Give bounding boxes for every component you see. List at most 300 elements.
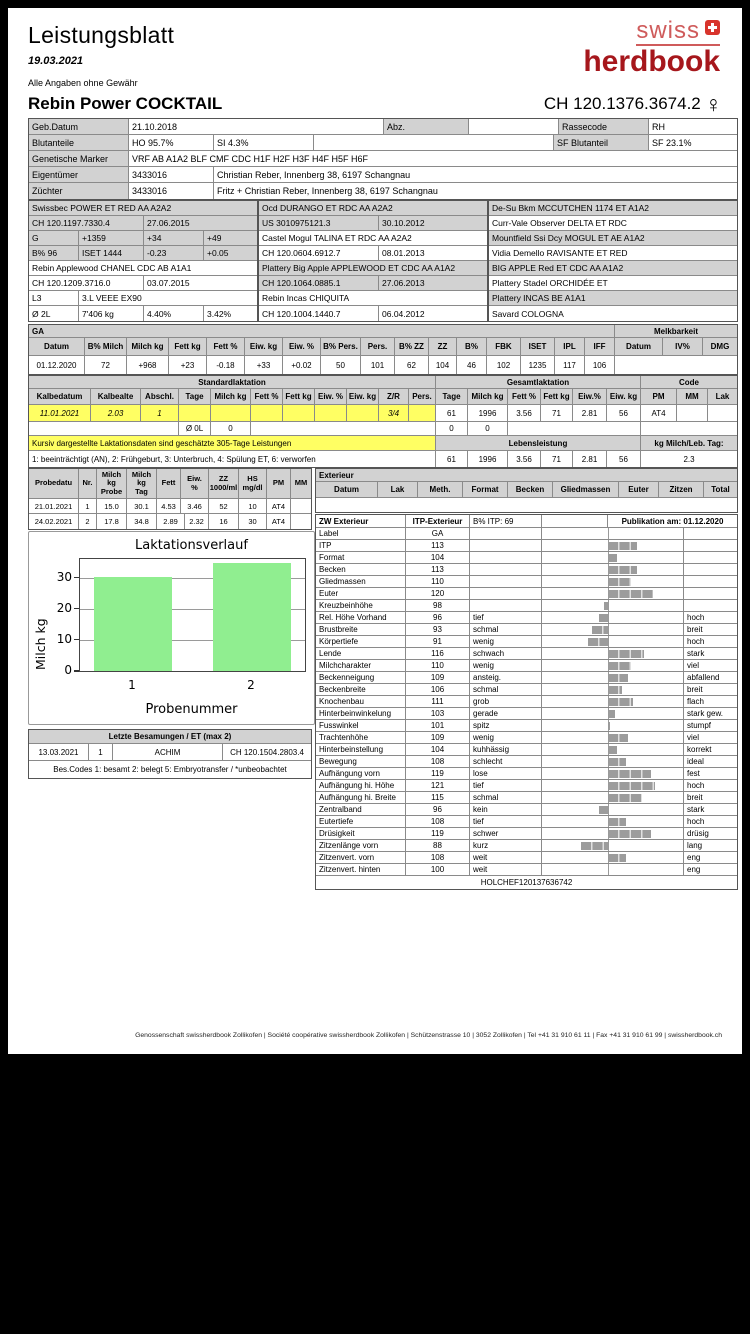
zw-trait-label: Format [316,552,406,563]
table-cell: Mountfield Ssi Dcy MOGUL ET AE A1A2 [489,231,737,245]
zw-trait-value: 91 [406,636,470,647]
zw-trait-label: Rel. Höhe Vorhand [316,612,406,623]
table-cell: Pers. [409,389,436,404]
table-cell: Kalbedatum [29,389,91,404]
zw-trait-value: 115 [406,792,470,803]
zw-bar [608,578,631,587]
zw-low-descriptor: kein [470,804,542,815]
zw-trait-label: Gliedmassen [316,576,406,587]
table-cell: De-Su Bkm MCCUTCHEN 1174 ET A1A2 [489,201,737,215]
table-cell: 2.03 [91,405,141,421]
zw-high-descriptor: viel [687,661,700,670]
table-row [259,276,487,291]
zw-low-descriptor: kurz [470,840,542,851]
table-cell: CH 120.1504.2803.4 [230,747,304,757]
table-cell: Z/R [379,389,409,404]
table-cell: 2.81 [573,451,607,467]
table-cell: Milch kg [211,389,251,404]
zw-low-descriptor: grob [470,696,542,707]
table-cell: 0 [468,422,508,435]
zw-trait-value: 98 [406,600,470,611]
zw-bar-cell [542,660,684,671]
table-cell: 7'406 kg [79,306,144,321]
zw-high-descriptor: eng [687,853,701,862]
zw-low-descriptor: schwach [470,648,542,659]
zw-high-descriptor [684,600,737,611]
zw-bar-cell [542,792,684,803]
zw-trait-value: 100 [406,864,470,875]
table-cell: 106 [585,356,615,374]
table-cell [708,405,737,421]
zw-row [316,672,737,684]
zw-bar-cell [542,780,684,791]
table-cell [29,422,179,435]
table-cell: 3.56 [508,405,541,421]
table-cell: Kursiv dargestellte Laktationsdaten sind geschätzte 305-Tage Leistungen [29,436,436,450]
table-cell: Blutanteile [29,135,129,150]
pedigree-sire-dam-table [28,200,258,322]
table-cell [677,405,708,421]
zw-row [316,708,737,720]
zw-low-descriptor: tief [470,816,542,827]
table-cell: Exterieur [316,469,737,481]
zw-trait-label: Fusswinkel [316,720,406,731]
zw-trait-value: 116 [406,648,470,659]
table-row [259,291,487,306]
table-cell: 30 [239,514,267,529]
zw-low-descriptor: wenig [470,660,542,671]
table-cell: Eiw. kg [347,389,379,404]
chart-x-tick-label: 1 [128,678,136,692]
zw-bar-cell [542,864,684,875]
table-cell: -0.23 [144,246,204,260]
table-cell: Bes.Codes 1: besamt 2: belegt 5: Embryotransfer / *unbeobachtet [53,765,287,774]
female-icon: ♀ [704,91,722,117]
table-cell: Pers. [361,338,395,355]
table-cell: Eigentümer [29,167,129,182]
table-cell: 3.46 [181,499,209,513]
pedigree-greatgrandparents-table [488,200,738,322]
chart-y-tick-label: 30 [56,569,72,584]
table-cell: 2.32 [185,514,209,529]
table-row [316,469,737,482]
table-cell: 52 [209,499,239,513]
table-row [29,514,311,529]
table-cell: 13.03.2021 [29,744,89,760]
table-cell: Zitzen [659,482,704,497]
table-cell: MM [291,469,311,498]
zw-low-descriptor: wenig [470,636,542,647]
zw-trait-value: 113 [406,540,470,551]
table-cell [641,422,737,435]
zw-trait-value: 119 [406,768,470,779]
table-cell: Total [704,482,737,497]
table-cell: 104 [429,356,457,374]
table-cell: HO 95.7% [129,135,214,150]
zw-row [316,852,737,864]
table-cell: SF 23.1% [652,137,692,148]
table-cell [291,514,311,529]
zw-trait-value: 106 [406,684,470,695]
zw-row [316,696,737,708]
zw-bar [608,770,651,779]
zw-low-descriptor: lose [470,768,542,779]
table-cell: 56 [607,451,641,467]
zw-bar-cell [542,828,684,839]
table-cell: B% [457,338,487,355]
table-cell: ISET 1444 [79,246,144,260]
logo-top-row [636,17,720,46]
table-cell: 2 [79,514,97,529]
zw-low-descriptor: ansteig. [470,672,542,683]
table-cell: Fritz + Christian Reber, Innenberg 38, 6197 Schangnau [217,186,438,196]
table-cell: CH 120.1197.7330.4 [29,216,144,230]
zw-high-descriptor: abfallend [687,673,720,682]
table-cell: G [29,231,79,245]
zw-trait-value: 104 [406,744,470,755]
table-cell: B% Pers. [321,338,361,355]
info-table [28,118,738,200]
table-row [259,261,487,276]
zw-trait-value: 110 [406,576,470,587]
zw-high-descriptor: breit [687,793,703,802]
table-cell: 27.06.2015 [144,216,257,230]
zw-row [316,816,737,828]
table-cell [179,405,211,421]
chart-title: Laktationsverlauf [135,538,248,553]
zw-trait-label: Zitzenvert. hinten [316,864,406,875]
zw-high-descriptor [684,564,737,575]
zw-bar-cell [542,648,684,659]
table-cell: +34 [144,231,204,245]
table-cell: Tage [436,389,468,404]
table-row [29,338,737,356]
table-cell: 0 [436,422,468,435]
table-row [29,291,257,306]
table-cell: +33 [245,356,283,374]
table-cell: 3.56 [508,451,541,467]
logo-herdbook-text: herdbook [583,45,720,78]
chart-y-tickmark [74,577,79,579]
zw-row [316,636,737,648]
zw-low-descriptor: kuhhässig [470,744,542,755]
zw-row [316,720,737,732]
table-cell: FBK [487,338,521,355]
table-row [489,261,737,276]
zw-bar [604,602,609,611]
zw-bar-cell [542,732,684,743]
zw-high-descriptor: hoch [687,613,705,622]
chart-plot-area [79,558,306,672]
table-cell [283,405,315,421]
zw-bar-cell [542,696,684,707]
zw-row [316,588,737,600]
zw-exterieur-table [315,514,738,890]
pedigree-grandparents-table [258,200,488,322]
table-cell: Plattery Stadel ORCHIDÉE ET [492,278,608,288]
lactation-chart [28,531,315,725]
table-cell: PM [641,389,677,404]
zw-trait-label: Bewegung [316,756,406,767]
table-cell: 102 [487,356,521,374]
table-row [29,389,737,405]
table-cell: Becken [508,482,553,497]
table-cell: 30.1 [127,499,157,513]
zw-bar [608,674,628,683]
zw-bar [608,746,617,755]
zw-bar-cell [542,612,684,623]
table-cell: 61 [436,451,468,467]
zw-trait-value: 108 [406,816,470,827]
table-cell [251,405,283,421]
zw-trait-label: Beckenbreite [316,684,406,695]
table-cell [316,498,737,512]
table-cell: RH [652,121,665,132]
table-cell: B% ITP: 69 [470,515,542,527]
table-cell: Lebensleistung [436,436,641,450]
table-row [489,201,737,216]
table-cell: -0.18 [207,356,245,374]
zw-trait-label: Hinterbeinstellung [316,744,406,755]
zw-bar-cell [542,600,684,611]
table-cell: Publikation am: 01.12.2020 [621,516,724,526]
zw-bar [581,842,608,851]
zw-high-descriptor: breit [687,685,703,694]
chart-y-tickmark [74,608,79,610]
table-row [489,291,737,306]
table-cell: ISET [521,338,555,355]
zw-bar-cell [542,672,684,683]
table-cell: IV% [663,338,703,355]
zw-bar [608,734,628,743]
table-row [259,246,487,261]
table-cell: 61 [436,405,468,421]
table-cell [315,405,347,421]
chart-y-tick-label: 20 [56,600,72,615]
table-cell: ZZ 1000/ml [209,469,239,498]
zw-bar-cell [542,528,684,539]
table-cell: Curr-Vale Observer DELTA ET RDC [492,218,627,228]
zw-high-descriptor: breit [687,625,703,634]
zw-trait-value: 104 [406,552,470,563]
animal-id-wrap [543,91,722,117]
table-row [29,356,737,374]
table-cell: 3.42% [207,308,232,319]
zw-high-descriptor: lang [687,841,703,850]
page-footer: Genossenschaft swissherdbook Zollikofen | Société coopérative swissherdbook Zollikofen | Schützenstrasse 10 | 3052 Zollikofen | Tel +41 31 910 61 11 | Fax +41 31 910 61 99 | swissherdbook.ch [135,1032,722,1039]
zw-low-descriptor [470,564,542,575]
table-row [316,498,737,512]
zw-low-descriptor [470,528,542,539]
table-cell: Savard COLOGNA [492,308,564,319]
zw-row [316,660,737,672]
report-date: 19.03.2021 [28,55,84,67]
zw-high-descriptor: stark gew. [687,709,724,718]
zw-low-descriptor: spitz [470,720,542,731]
zw-high-descriptor: ideal [687,757,704,766]
table-cell: AT4 [641,405,677,421]
table-row [489,246,737,261]
table-cell: 16 [209,514,239,529]
table-cell: 34.8 [127,514,157,529]
zw-high-descriptor: fest [687,769,700,778]
table-cell: Fett % [251,389,283,404]
table-cell: Castel Mogul TALINA ET RDC AA A2A2 [262,233,412,243]
zw-high-descriptor: stumpf [687,721,712,730]
chart-y-tick-label: 0 [64,663,72,677]
table-cell [251,422,436,435]
zw-row [316,564,737,576]
table-cell: 3.L VEEE EX90 [82,293,142,303]
zw-bar-cell [542,804,684,815]
table-cell: Fett % [508,389,541,404]
zw-row [316,756,737,768]
zw-trait-value: 119 [406,828,470,839]
table-cell: 0 [211,422,251,435]
table-cell: Abschl. [141,389,179,404]
table-cell: Code [641,376,737,388]
table-cell: 56 [607,405,641,421]
table-cell: Standardlaktation [29,376,436,388]
zw-bar [608,854,626,863]
table-cell: IFF [585,338,615,355]
zw-bar [592,626,608,635]
zw-row [316,840,737,852]
table-cell: 71 [541,405,573,421]
zw-row [316,780,737,792]
table-cell: 2.3 [683,454,695,464]
zw-high-descriptor: stark [687,805,705,814]
zw-low-descriptor: schwer [470,828,542,839]
table-cell: VRF AB A1A2 BLF CMF CDC H1F H2F H3F H4F H5F H6F [132,153,369,164]
table-cell: 17.8 [97,514,127,529]
table-cell: +49 [204,231,257,245]
zw-bar [608,542,637,551]
table-row [29,276,257,291]
table-cell [409,405,436,421]
table-cell: Fett kg [541,389,573,404]
table-cell: GA [29,325,615,337]
zw-trait-label: Drüsigkeit [316,828,406,839]
zw-bar-cell [542,588,684,599]
table-row [489,216,737,231]
table-row [29,306,257,321]
table-row [259,216,487,231]
table-row [29,325,737,338]
zw-trait-label: Zentralband [316,804,406,815]
table-cell: SI 4.3% [214,135,314,150]
table-cell [469,119,559,134]
page-title: Leistungsblatt [28,22,175,48]
table-cell: 10 [239,499,267,513]
table-row [29,761,311,778]
zw-bar-cell [542,564,684,575]
table-cell: 101 [361,356,395,374]
zw-bar-cell [542,624,684,635]
zw-low-descriptor [470,552,542,563]
zw-trait-label: Knochenbau [316,696,406,707]
zw-row [316,648,737,660]
table-row [259,231,487,246]
table-cell: 3433016 [129,167,214,182]
zw-bar [608,722,610,731]
table-cell: Datum [29,338,85,355]
table-cell: CH 120.1064.0885.1 [259,276,379,290]
table-row [29,201,257,216]
table-row [29,231,257,246]
table-row [316,482,737,498]
table-cell: Datum [615,338,663,355]
table-row [29,151,737,167]
table-row [259,201,487,216]
zw-bar [608,566,637,575]
table-cell: Eiw. % [315,389,347,404]
zw-low-descriptor: gerade [470,708,542,719]
table-cell: Swissbec POWER ET RED AA A2A2 [29,201,257,215]
zw-trait-label: Aufhängung hi. Breite [316,792,406,803]
table-cell: +0.05 [204,246,257,260]
table-cell: Format [463,482,508,497]
table-cell: Milch kg [127,338,169,355]
exterieur-table [315,468,738,513]
zw-row [316,792,737,804]
table-row [316,515,737,528]
table-row [29,246,257,261]
table-cell: Probedatu [29,469,79,498]
zw-bar-cell [542,744,684,755]
zw-low-descriptor: schlecht [470,756,542,767]
zw-low-descriptor [470,588,542,599]
zw-trait-label: Eutertiefe [316,816,406,827]
logo-swiss-text: swiss [636,17,700,44]
zw-trait-label: Trachtenhöhe [316,732,406,743]
table-row [29,451,737,467]
table-cell: B% 96 [29,246,79,260]
table-row [489,306,737,321]
zw-bar-cell [542,552,684,563]
table-cell: 2.89 [157,514,185,529]
table-cell: 03.07.2015 [147,278,190,288]
table-row [29,261,257,276]
zw-trait-value: GA [406,528,470,539]
zw-trait-label: Körpertiefe [316,636,406,647]
table-cell: CH 120.1004.1440.7 [259,306,379,321]
table-cell: DMG [703,338,737,355]
table-cell: ZW Exterieur [316,515,406,527]
animal-name: Rebin Power COCKTAIL [28,94,223,113]
zw-row [316,768,737,780]
lactation-table [28,375,738,468]
zw-row [316,612,737,624]
table-cell: +0.02 [283,356,321,374]
table-cell: Gliedmassen [553,482,619,497]
table-cell: Rassecode [559,119,649,134]
table-cell: PM [267,469,291,498]
table-cell: CH 120.0604.6912.7 [259,246,379,260]
table-row [259,306,487,321]
table-cell: 62 [395,356,429,374]
table-cell: +968 [127,356,169,374]
table-cell: Euter [619,482,659,497]
table-cell: Ø 0L [179,422,211,435]
milk-test-table [28,468,312,530]
zw-high-descriptor [684,588,737,599]
zw-high-descriptor: hoch [687,817,705,826]
table-cell: ITP-Exterieur [406,515,470,527]
table-cell: US 3010975121.3 [259,216,379,230]
table-cell: 1 [89,744,113,760]
zw-high-descriptor: flach [687,697,704,706]
